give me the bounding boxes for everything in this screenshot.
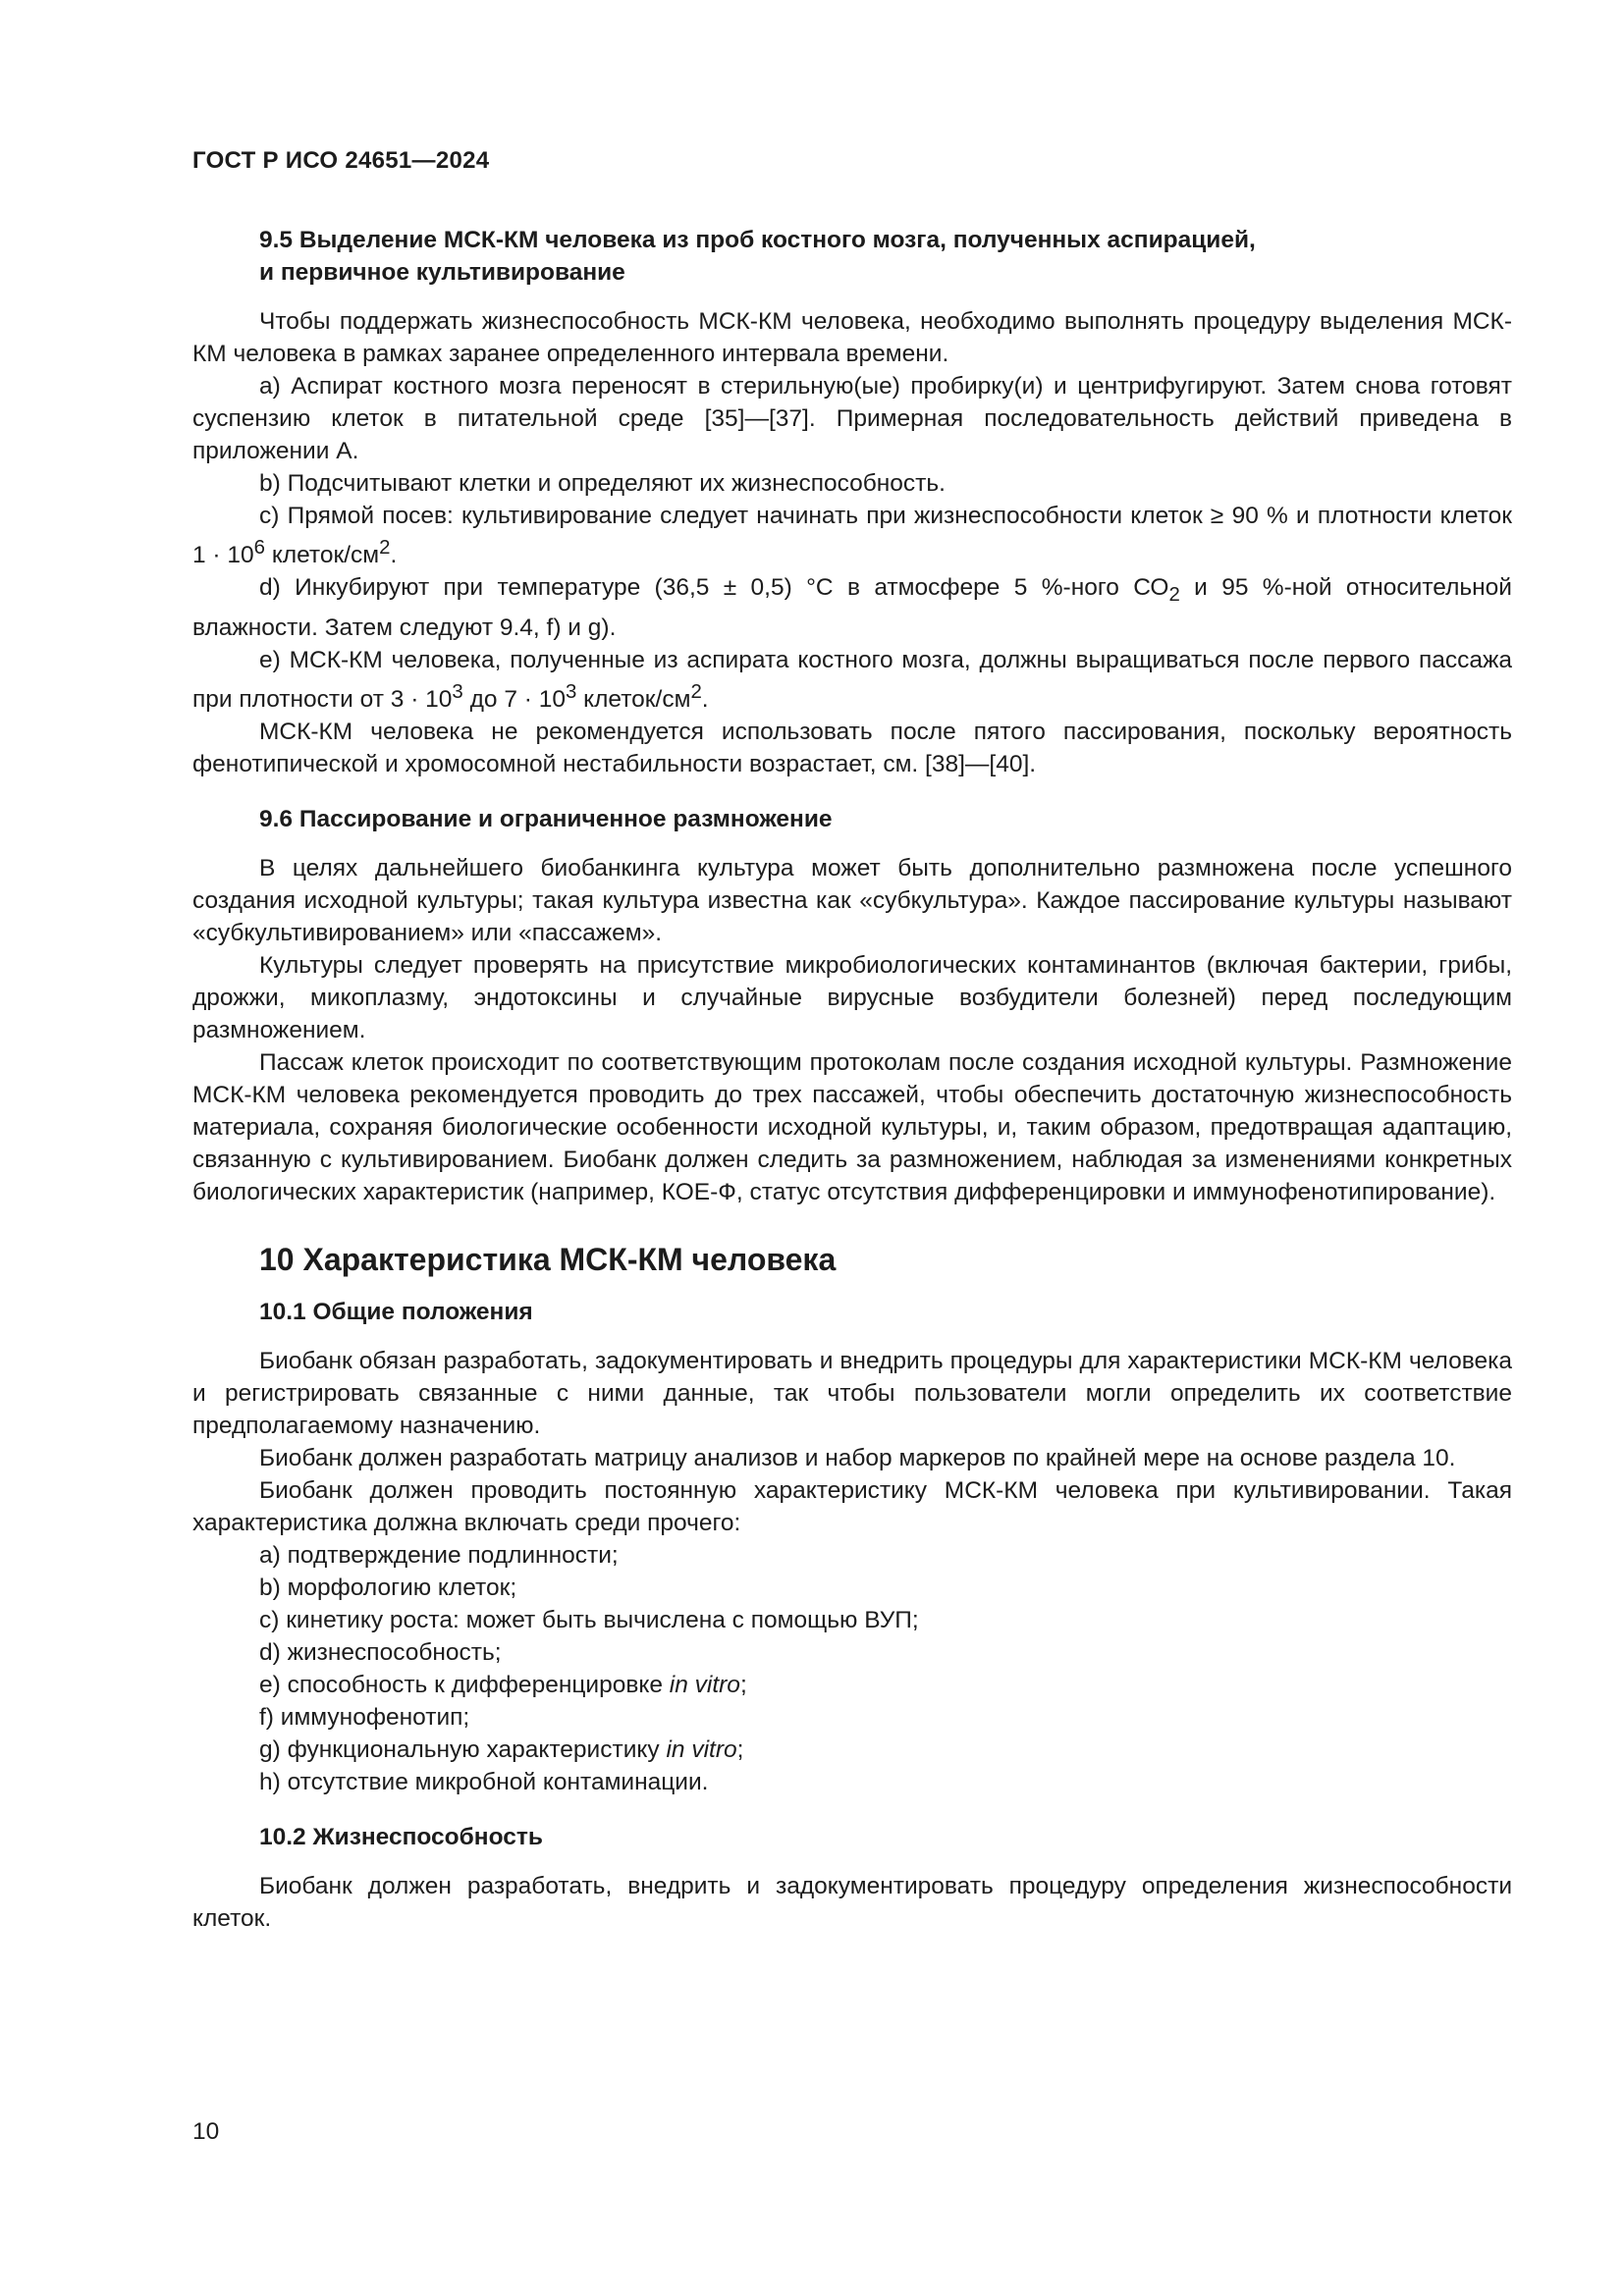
list-item-a: а) подтверждение подлинности; — [259, 1542, 619, 1570]
list-item-e: е) способность к дифференцировке in vitro; — [259, 1672, 747, 1699]
section-9-6-paragraph-2: Культуры следует проверять на присутствие микробиологических контаминантов (включая бактерии, грибы, дрожжи, микоплазму, эндотоксины и случайные вирусные возбудители болезней) перед последующим размножением. — [192, 952, 1512, 1044]
section-10-2-paragraph: Биобанк должен разработать, внедрить и задокументировать процедуру определения жизнеспособности клеток. — [192, 1873, 1512, 1933]
document-header: ГОСТ Р ИСО 24651—2024 — [192, 147, 490, 174]
section-10-heading: 10 Характеристика МСК-КМ человека — [259, 1242, 837, 1278]
list-item-f: f) иммунофенотип; — [259, 1704, 470, 1732]
section-10-1-paragraph-3: Биобанк должен проводить постоянную характеристику МСК-КМ человека при культивировании. Такая характеристика должна включать среди прочего: — [192, 1477, 1512, 1537]
section-9-6-paragraph-1: В целях дальнейшего биобанкинга культура может быть дополнительно размножена после успешного создания исходной культуры; такая культура известна как «субкультура». Каждое пассирование культуры называют «субкультивированием» или «пассажем». — [192, 855, 1512, 947]
section-9-6-heading: 9.6 Пассирование и ограниченное размножение — [259, 806, 833, 833]
section-9-5-item-a: а) Аспират костного мозга переносят в стерильную(ые) пробирку(и) и центрифугируют. Затем снова готовят суспензию клеток в питательной среде [35]—[37]. Примерная последовательность действий приведена в приложении А. — [192, 373, 1512, 464]
list-item-b: b) морфологию клеток; — [259, 1575, 517, 1602]
section-9-6-paragraph-3: Пассаж клеток происходит по соответствующим протоколам после создания исходной культуры. Размножение МСК-КМ человека рекомендуется проводить до трех пассажей, чтобы обеспечить достаточную жизнеспособность материала, сохраняя биологические особенности исходной культуры, и, таким образом, предотвращая адаптацию, связанную с культивированием. Биобанк должен следить за размножением, наблюдая за изменениями конкретных биологических характеристик (например, КОЕ-Ф, статус отсутствия дифференцировки и иммунофенотипирование). — [192, 1049, 1512, 1206]
section-9-5-heading-line2: и первичное культивирование — [259, 259, 625, 286]
section-9-5-paragraph: Чтобы поддержать жизнеспособность МСК-КМ человека, необходимо выполнять процедуру выделения МСК-КМ человека в рамках заранее определенного интервала времени. — [192, 308, 1512, 367]
section-10-1-paragraph-2: Биобанк должен разработать матрицу анализов и набор маркеров по крайней мере на основе раздела 10. — [259, 1445, 1456, 1472]
section-9-5-heading-line1: 9.5 Выделение МСК-КМ человека из проб костного мозга, полученных аспирацией, — [259, 227, 1256, 253]
section-10-1-heading: 10.1 Общие положения — [259, 1299, 533, 1326]
section-9-5-item-e: е) МСК-КМ человека, полученные из аспирата костного мозга, должны выращиваться после первого пассажа при плотности от $3 \cdot 10^3$ до $7 \cdot 10^3$ клеток/$см^2$. — [192, 647, 1512, 714]
list-item-d: d) жизнеспособность; — [259, 1639, 502, 1667]
section-10-2-heading: 10.2 Жизнеспособность — [259, 1824, 543, 1851]
page-number: 10 — [192, 2118, 220, 2145]
list-item-h: h) отсутствие микробной контаминации. — [259, 1769, 709, 1796]
section-9-5-item-d: d) Инкубируют при температуре (36,5 ± 0,5) °С в атмосфере 5 %-ного $СО_2$ и 95 %-ной относительной влажности. Затем следуют 9.4, f) и g). — [192, 574, 1512, 642]
document-body — [192, 224, 1512, 1935]
list-item-g: g) функциональную характеристику in vitro; — [259, 1736, 744, 1764]
section-9-5-item-b: b) Подсчитывают клетки и определяют их жизнеспособность. — [259, 470, 946, 497]
section-9-5-closing-paragraph: МСК-КМ человека не рекомендуется использовать после пятого пассирования, поскольку вероятность фенотипической и хромосомной нестабильности возрастает, см. [38]—[40]. — [192, 719, 1512, 778]
section-10-1-paragraph-1: Биобанк обязан разработать, задокументировать и внедрить процедуры для характеристики МСК-КМ человека и регистрировать связанные с ними данные, так чтобы пользователи могли определить их соответствие предполагаемому назначению. — [192, 1348, 1512, 1440]
section-9-5-item-c: с) Прямой посев: культивирование следует начинать при жизнеспособности клеток ≥ 90 % и плотности клеток $1 \cdot 10^6$ клеток/$см^2$. — [192, 503, 1512, 569]
list-item-c: с) кинетику роста: может быть вычислена с помощью ВУП; — [259, 1607, 919, 1634]
